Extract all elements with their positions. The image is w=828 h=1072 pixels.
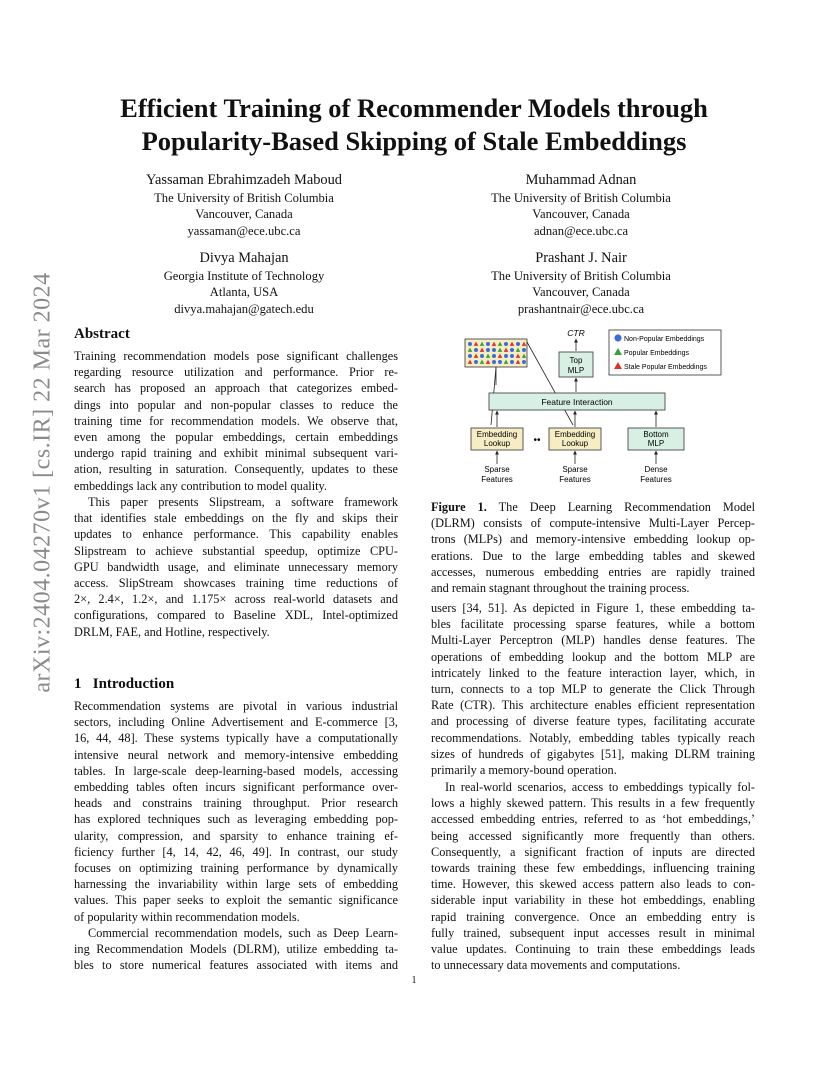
text-line: DRLM, FAE, and Hotline, respectively. [74, 624, 270, 639]
abstract-paragraph-2 [74, 494, 398, 640]
author-location: Vancouver, Canada [195, 207, 293, 222]
text-line: search has proposed an approach that categorizes embed- [74, 381, 398, 396]
text-line: values. This paper seeks to exploit the semantic significance [74, 893, 398, 908]
text-line: accessed embedding entries, referred to as ‘hot embeddings,’ [431, 812, 755, 827]
text-line: training time for recommendation models. We observe that, [74, 413, 398, 428]
text-line: updates to enhance performance. This capability enables [74, 527, 398, 542]
text-line: towards training these few embeddings, influencing training [431, 861, 755, 876]
section-title: Introduction [92, 676, 175, 692]
text-line: sectors, including Online Advertisement and E-commerce [3, [74, 715, 398, 730]
text-line: Multi-Layer Perceptron (MLP) handles dense features. The [431, 633, 755, 648]
dlrm-figure [463, 327, 729, 489]
right-paragraph-1 [431, 600, 755, 778]
legend-stale-popular-label: Stale Popular Embeddings [624, 364, 707, 371]
author-affiliation: The University of British Columbia [154, 191, 334, 205]
text-line: to unnecessary data movements and computations. [431, 958, 681, 973]
text-line: even among the popular embeddings, certain embeddings [74, 430, 398, 445]
dlrm-diagram [463, 327, 729, 489]
text-line: time. However, this skewed access pattern also leads to con- [431, 877, 755, 892]
author-affiliation: Georgia Institute of Technology [163, 269, 325, 283]
text-line: that identifies stale embeddings on the fly and skips their [74, 511, 398, 526]
caption-text: The Deep Learning Recommendation Model [498, 500, 756, 514]
right-paragraph-2 [431, 779, 755, 973]
text-line: heads and constrains training throughput. Prior research [74, 796, 398, 811]
legend-non-popular-icon [614, 334, 621, 341]
author-affiliation: The University of British Columbia [491, 191, 671, 205]
author-location: Atlanta, USA [209, 285, 279, 300]
intro-paragraph-2 [74, 925, 398, 974]
author-block-2 [441, 171, 721, 239]
text-line: configurations, compared to Baseline XDL, Intel-optimized [74, 608, 398, 623]
author-email: prashantnair@ece.ubc.ca [517, 301, 645, 316]
text-line: lows a highly skewed pattern. This results in a few frequently [431, 796, 755, 811]
legend-non-popular-label: Non-Popular Embeddings [624, 336, 705, 343]
text-line: rapid training convergence. Once an embedding entry is [431, 909, 755, 924]
author-location: Vancouver, Canada [532, 207, 630, 222]
text-line: 2×, 2.4×, 1.2×, and 1.175× across real-world datasets and [74, 592, 398, 607]
text-line: Slipstream to achieve substantial speedup, optimize CPU- [74, 543, 398, 558]
embedding-dot [510, 360, 514, 364]
author-email: divya.mahajan@gatech.edu [174, 301, 314, 316]
abstract-paragraph-1 [74, 348, 398, 494]
arxiv-stamp: arXiv:2404.04270v1 [cs.IR] 22 Mar 2024 [29, 272, 56, 693]
bottom-mlp-label-1: Bottom [643, 430, 669, 439]
embedding-lookup-1-line-1: Embedding [476, 430, 518, 439]
text-line: This paper presents Slipstream, a software framework [88, 495, 398, 509]
top-mlp-label-2: MLP [567, 366, 585, 375]
caption-line: trons (MLPs) and memory-intensive embedding lookup op- [431, 532, 755, 547]
embedding-dot [516, 342, 520, 346]
dense-features-line-1: Dense [644, 465, 668, 474]
text-line: of popularity within recommendation models. [74, 909, 300, 924]
author-block-4 [441, 249, 721, 317]
text-line: primarily a memory-bound operation. [431, 763, 617, 778]
text-line: has explored techniques such as leveraging embedding pop- [74, 812, 398, 827]
abstract-heading: Abstract [74, 326, 130, 342]
sparse-features-1-line-1: Sparse [484, 465, 510, 474]
legend-popular-label: Popular Embeddings [624, 350, 689, 357]
text-line: Recommendation systems are pivotal in various industrial [74, 699, 398, 713]
embedding-dot [480, 354, 484, 358]
text-line: harnessing the invariability within large sets of embedding [74, 877, 398, 892]
dense-features-line-2: Features [640, 475, 672, 484]
ctr-label: CTR [567, 328, 585, 338]
ellipsis-dots: •• [533, 435, 541, 446]
bottom-mlp-label-2: MLP [647, 439, 665, 448]
text-line: turn, connects to a top MLP to generate the Click Through [431, 682, 755, 697]
embedding-dot [492, 360, 496, 364]
text-line: In real-world scenarios, access to embeddings typically fol- [445, 780, 755, 794]
author-block-1 [104, 171, 384, 239]
text-line: intricately linked to the feature interaction layer, which, in [431, 665, 755, 680]
embedding-dot [504, 354, 508, 358]
embedding-dot [492, 348, 496, 352]
embedding-dot [498, 360, 502, 364]
page-number: 1 [411, 975, 417, 986]
text-line: ficiency further [4, 14, 42, 46, 49]. In contrast, our study [74, 844, 398, 859]
caption-line [431, 499, 755, 515]
figure-caption [431, 499, 755, 596]
embedding-lookup-2-line-1: Embedding [554, 430, 596, 439]
embedding-dot [504, 342, 508, 346]
author-email: yassaman@ece.ubc.ca [187, 223, 301, 238]
text-line: ing Recommendation Models (DLRM), utilize embedding ta- [74, 942, 398, 957]
section-number: 1 [74, 676, 82, 692]
sparse-features-1-line-2: Features [481, 475, 513, 484]
embedding-lookup-1-line-2: Lookup [483, 439, 511, 448]
title-line-1: Efficient Training of Recommender Models through [120, 93, 708, 123]
text-line: access. SlipStream showcases training time reductions of [74, 576, 398, 591]
text-line: Training recommendation models pose significant challenges [74, 349, 398, 363]
text-line: intensive neural network and memory-intensive embedding [74, 747, 398, 762]
embedding-dot [522, 348, 526, 352]
intro-paragraph-1 [74, 698, 398, 925]
author-name: Prashant J. Nair [535, 250, 627, 266]
embedding-dot [468, 342, 472, 346]
embedding-dot [510, 354, 514, 358]
text-line: tables. In large-scale deep-learning-based models, accessing [74, 763, 398, 778]
embedding-dot [474, 348, 478, 352]
text-line: Commercial recommendation models, such as Deep Learn- [88, 926, 398, 940]
text-line: bles to store numerical features associated with items and [74, 958, 398, 973]
text-line: recommendations. Notably, embedding tables typically reach [431, 730, 755, 745]
caption-line: (DLRM) consists of compute-intensive Multi-Layer Percep- [431, 516, 755, 531]
author-name: Divya Mahajan [199, 250, 289, 266]
embedding-dot [492, 354, 496, 358]
text-line: GPU bandwidth usage, and eliminate unnecessary memory [74, 559, 398, 574]
author-location: Vancouver, Canada [532, 285, 630, 300]
introduction-heading [74, 676, 174, 693]
text-line: Rate (CTR). This architecture enables efficient representation [431, 698, 755, 713]
text-line: embeddings lack any contribution to model quality. [74, 478, 327, 493]
text-line: siderable input variability in these hot embeddings, enabling [431, 893, 755, 908]
text-line: being accessed significantly more frequently than others. [431, 828, 755, 843]
author-email: adnan@ece.ubc.ca [533, 223, 629, 238]
text-line: undergo rapid training and exhibit minimal subsequent vari- [74, 446, 398, 461]
embedding-dot [486, 342, 490, 346]
top-mlp-label-1: Top [569, 356, 583, 365]
text-line: focuses on optimizing training performance by dynamically [74, 861, 398, 876]
author-name: Muhammad Adnan [525, 172, 637, 188]
feature-interaction-label: Feature Interaction [541, 397, 613, 407]
text-line: 16, 44, 48]. These systems typically have a computationally [74, 731, 398, 746]
text-line: bles facilitate processing sparse features, while a bottom [431, 617, 755, 632]
caption-line: erations. Due to the large embedding tables and skewed [431, 548, 755, 563]
sparse-features-2-line-1: Sparse [562, 465, 588, 474]
embedding-grid [465, 339, 527, 367]
text-line: value updates. Continuing to train these embeddings leads [431, 942, 755, 957]
embedding-dot [486, 348, 490, 352]
embedding-dot [468, 354, 472, 358]
author-name: Yassaman Ebrahimzadeh Maboud [146, 172, 342, 188]
sparse-features-2-line-2: Features [559, 475, 591, 484]
caption-line: and remain stagnant throughout the training process. [431, 581, 690, 596]
embedding-lookup-2-line-2: Lookup [561, 439, 589, 448]
text-line: dings into popular and non-popular classes to reduce the [74, 397, 398, 412]
embedding-dot [522, 360, 526, 364]
text-line: Consequently, a significant fraction of inputs are directed [431, 844, 755, 859]
author-affiliation: The University of British Columbia [491, 269, 671, 283]
caption-line: accesses, numerous embedding entries are rapidly trained [431, 564, 755, 579]
paper-title [70, 92, 758, 158]
text-line: operations of embedding lookup and the bottom MLP are [431, 649, 755, 664]
text-line: users [34, 51]. As depicted in Figure 1, these embedding ta- [431, 601, 755, 615]
embedding-dot [510, 348, 514, 352]
title-line-2: Popularity-Based Skipping of Stale Embeddings [141, 126, 687, 156]
text-line: sizes of hundreds of gigabytes [51], making DLRM training [431, 746, 755, 761]
caption-label: Figure 1. [431, 500, 487, 514]
text-line: and processing of diverse feature types, facilitating accurate [431, 714, 755, 729]
text-line: fully trained, subsequent input accesses result in minimal [431, 925, 755, 940]
text-line: regarding resource utilization and performance. Prior re- [74, 365, 398, 380]
text-line: embedding tables often incurs significant performance over- [74, 780, 398, 795]
embedding-dot [474, 360, 478, 364]
author-block-3 [104, 249, 384, 317]
text-line: ularity, compression, and sparsity to enhance training ef- [74, 828, 398, 843]
text-line: ation, resulting in saturation. Consequently, updates to these [74, 462, 398, 477]
